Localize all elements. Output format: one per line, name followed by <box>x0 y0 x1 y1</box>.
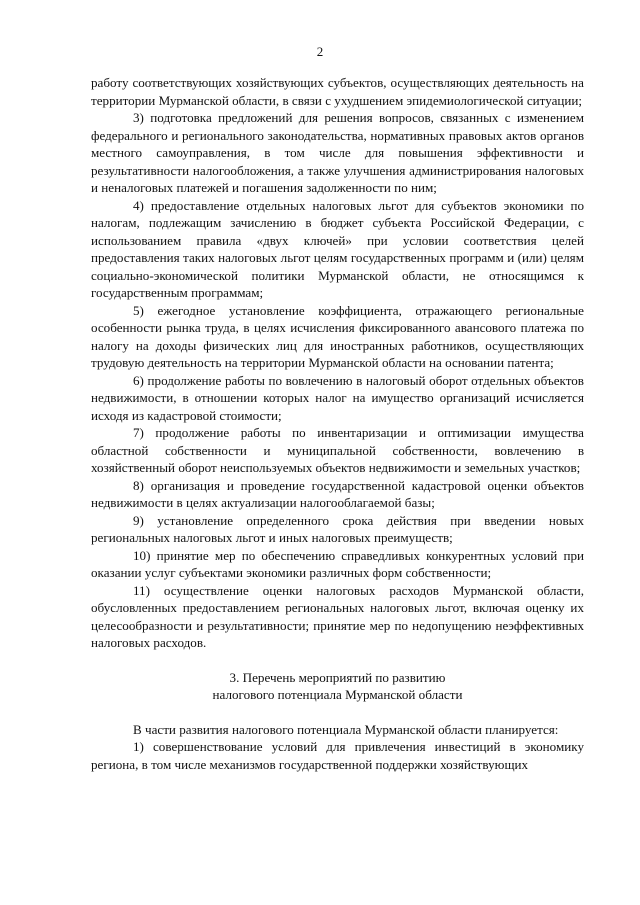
paragraph-plan-item-1: 1) совершенствование условий для привлечения инвестиций в экономику региона, в том числе механизмов государственной поддержки хозяйствующих <box>91 739 584 772</box>
paragraph-item-7: 7) продолжение работы по инвентаризации и оптимизации имущества областной собственности и муниципальной собственности, вовлечению в хозяйственный оборот неиспользуемых объектов недвижимости и земельных участков; <box>91 425 584 475</box>
paragraph-item-10: 10) принятие мер по обеспечению справедливых конкурентных условий при оказании услуг субъектами экономики различных форм собственности; <box>91 547 584 580</box>
paragraph-item-4: 4) предоставление отдельных налоговых льгот для субъектов экономики по налогам, подлежащим зачислению в бюджет субъекта Российской Федерации, с использованием правила «двух ключей» при условии соответствия целей предоставления таких налоговых льгот целям государственных программ и (или) целям социально-экономической политики Мурманской области, не относящимся к государственным программам; <box>91 197 584 300</box>
spacer <box>91 652 584 669</box>
paragraph-item-5: 5) ежегодное установление коэффициента, отражающего региональные особенности рынка труда, в целях исчисления фиксированного авансового платежа по налогу на доходы физических лиц для иностранных работников, осуществляющих трудовую деятельность на территории Мурманской области на основании патента; <box>91 302 584 370</box>
paragraph-continuation: работу соответствующих хозяйствующих субъектов, осуществляющих деятельность на территории Мурманской области, в связи с ухудшением эпидемиологической ситуации; <box>91 75 584 108</box>
section-heading-line-1: 3. Перечень мероприятий по развитию <box>229 669 446 685</box>
document-body <box>91 74 584 773</box>
paragraph-item-11: 11) осуществление оценки налоговых расходов Мурманской области, обусловленных предоставлением региональных налоговых льгот, включая оценку их целесообразности и результативности; принятие мер по недопущению неэффективных налоговых расходов. <box>91 582 584 650</box>
paragraph-item-9: 9) установление определенного срока действия при введении новых региональных налоговых льгот и иных налоговых преимуществ; <box>91 512 584 545</box>
section-heading <box>91 669 584 704</box>
section-heading-line-2: налогового потенциала Мурманской области <box>212 687 463 702</box>
paragraph-item-8: 8) организация и проведение государственной кадастровой оценки объектов недвижимости в целях актуализации налогооблагаемой базы; <box>91 477 584 510</box>
paragraph-item-3: 3) подготовка предложений для решения вопросов, связанных с изменением федерального и регионального законодательства, нормативных правовых актов органов местного самоуправления, в том числе для повышения эффективности и результативности налогообложения, а также улучшения администрирования налоговых и неналоговых платежей и погашения задолженности по ним; <box>91 110 584 195</box>
spacer <box>91 704 584 721</box>
paragraph-item-6: 6) продолжение работы по вовлечению в налоговый оборот отдельных объектов недвижимости, в отношении которых налог на имущество организаций исчисляется исходя из кадастровой стоимости; <box>91 372 584 423</box>
paragraph-intro: В части развития налогового потенциала Мурманской области планируется: <box>133 721 559 737</box>
page-number: 2 <box>316 44 324 59</box>
